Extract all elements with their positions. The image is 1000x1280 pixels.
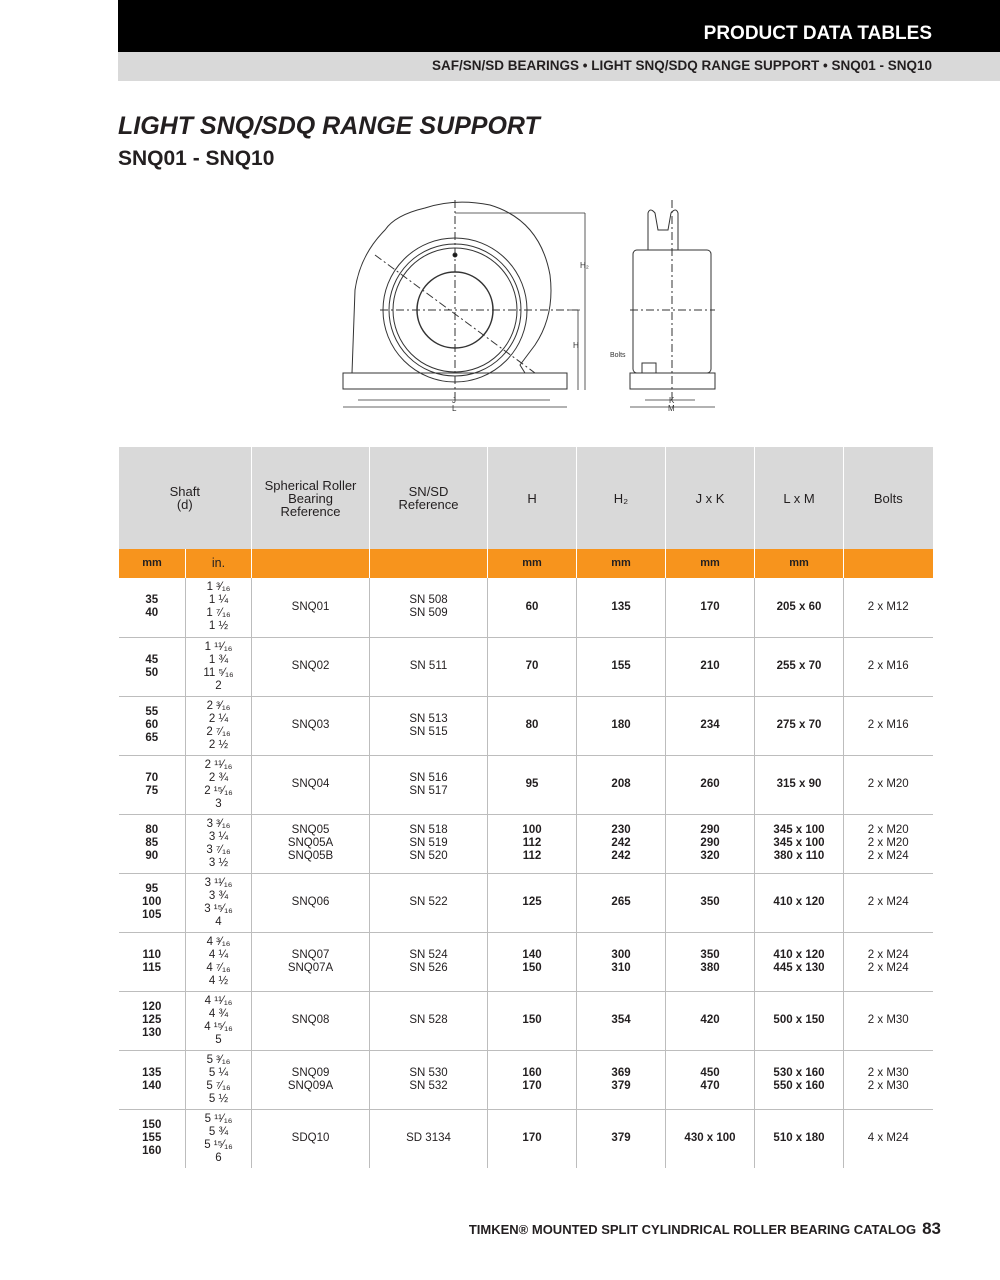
table-row [119,578,933,637]
cell-mm: 120 125 130 [142,1001,162,1039]
cell-h2: 369 379 [577,1050,666,1109]
cell-in: 2 ³⁄₁₆ 2 ¼ 2 ⁷⁄₁₆ 2 ½ [186,696,252,755]
cell-h: 170 [488,1109,577,1168]
cell-in: 2 ¹¹⁄₁₆ 2 ¾ 2 ¹⁵⁄₁₆ 3 [186,755,252,814]
cell-h2: 265 [577,873,666,932]
label-bolts: Bolts [610,352,626,359]
cell-h2: 155 [577,637,666,696]
cell-lm: 205 x 60 [755,578,844,637]
cell-sn: SN 524 SN 526 [370,932,488,991]
cell-ref: SDQ10 [252,1109,370,1168]
cell-ref: SNQ05 SNQ05A SNQ05B [252,814,370,873]
bearing-housing-drawing [330,195,730,420]
cell-bolts: 4 x M24 [844,1109,933,1168]
cell-lm: 530 x 160 550 x 160 [755,1050,844,1109]
cell-lm: 275 x 70 [755,696,844,755]
unit-header: mm [666,549,755,578]
column-header: Bolts [844,447,933,549]
table-row [119,755,933,814]
cell-in: 3 ³⁄₁₆ 3 ¼ 3 ⁷⁄₁₆ 3 ½ [186,814,252,873]
section-header: PRODUCT DATA TABLES [118,0,1000,52]
cell-lm: 255 x 70 [755,637,844,696]
label-h2: H₂ [580,261,589,270]
cell-bolts: 2 x M20 [844,755,933,814]
column-header: Shaft (d) [119,447,252,549]
cell-sn: SN 530 SN 532 [370,1050,488,1109]
column-header: H₂ [577,447,666,549]
cell-mm: 55 60 65 [145,706,159,744]
table-row [119,873,933,932]
cell-mm: 45 50 [145,653,159,679]
cell-h2: 180 [577,696,666,755]
label-k: K [669,396,675,405]
cell-h2: 379 [577,1109,666,1168]
cell-jk: 450 470 [666,1050,755,1109]
unit-header [252,549,370,578]
cell-h: 160 170 [488,1050,577,1109]
cell-lm: 315 x 90 [755,755,844,814]
cell-h: 95 [488,755,577,814]
cell-jk: 234 [666,696,755,755]
column-header: J x K [666,447,755,549]
cell-h: 70 [488,637,577,696]
cell-ref: SNQ07 SNQ07A [252,932,370,991]
dimensions-table [118,447,933,1168]
cell-h2: 300 310 [577,932,666,991]
cell-sn: SN 513 SN 515 [370,696,488,755]
cell-in: 1 ¹¹⁄₁₆ 1 ¾ 11 ⁵⁄₁₆ 2 [186,637,252,696]
cell-in: 3 ¹¹⁄₁₆ 3 ¾ 3 ¹⁵⁄₁₆ 4 [186,873,252,932]
cell-h2: 230 242 242 [577,814,666,873]
table-row [119,1109,933,1168]
cell-lm: 410 x 120 445 x 130 [755,932,844,991]
label-l: L [452,404,457,413]
unit-header [370,549,488,578]
column-header: H [488,447,577,549]
table-row [119,696,933,755]
cell-lm: 345 x 100 345 x 100 380 x 110 [755,814,844,873]
cell-jk: 420 [666,991,755,1050]
cell-ref: SNQ02 [252,637,370,696]
cell-mm: 95 100 105 [142,883,162,921]
cell-h2: 354 [577,991,666,1050]
cell-in: 1 ³⁄₁₆ 1 ¼ 1 ⁷⁄₁₆ 1 ½ [186,578,252,637]
cell-sn: SN 518 SN 519 SN 520 [370,814,488,873]
column-header: SN/SD Reference [370,447,488,549]
cell-bolts: 2 x M16 [844,696,933,755]
cell-h: 125 [488,873,577,932]
label-j: J [452,396,456,405]
table-row [119,637,933,696]
cell-in: 4 ¹¹⁄₁₆ 4 ¾ 4 ¹⁵⁄₁₆ 5 [186,991,252,1050]
side-view [610,200,715,413]
page-number: 83 [922,1219,941,1238]
cell-jk: 290 290 320 [666,814,755,873]
cell-ref: SNQ06 [252,873,370,932]
cell-h: 150 [488,991,577,1050]
page-footer [469,1219,941,1239]
front-view [343,200,589,413]
page-subtitle: SNQ01 - SNQ10 [118,147,275,170]
cell-bolts: 2 x M20 2 x M20 2 x M24 [844,814,933,873]
cell-jk: 260 [666,755,755,814]
column-header: Spherical Roller Bearing Reference [252,447,370,549]
cell-h2: 135 [577,578,666,637]
cell-bolts: 2 x M30 2 x M30 [844,1050,933,1109]
cell-jk: 210 [666,637,755,696]
unit-header: in. [186,549,252,578]
cell-in: 5 ¹¹⁄₁₆ 5 ¾ 5 ¹⁵⁄₁₆ 6 [186,1109,252,1168]
page-title: LIGHT SNQ/SDQ RANGE SUPPORT [118,112,540,140]
cell-bolts: 2 x M30 [844,991,933,1050]
table-row [119,991,933,1050]
cell-mm: 110 115 [142,948,162,974]
cell-ref: SNQ01 [252,578,370,637]
cell-jk: 350 [666,873,755,932]
cell-ref: SNQ03 [252,696,370,755]
cell-jk: 170 [666,578,755,637]
cell-h: 80 [488,696,577,755]
cell-sn: SN 516 SN 517 [370,755,488,814]
cell-mm: 80 85 90 [145,824,159,862]
cell-mm: 35 40 [145,594,159,620]
cell-jk: 430 x 100 [666,1109,755,1168]
label-h: H [573,341,579,350]
cell-h2: 208 [577,755,666,814]
unit-header [844,549,933,578]
table-row [119,932,933,991]
cell-sn: SN 528 [370,991,488,1050]
cell-sn: SN 511 [370,637,488,696]
cell-bolts: 2 x M24 [844,873,933,932]
catalog-name: TIMKEN® MOUNTED SPLIT CYLINDRICAL ROLLER BEARING CATALOG [468,1222,917,1237]
cell-mm: 70 75 [145,771,159,797]
breadcrumb: SAF/SN/SD BEARINGS • LIGHT SNQ/SDQ RANGE SUPPORT • SNQ01 - SNQ10 [118,52,1000,81]
cell-ref: SNQ09 SNQ09A [252,1050,370,1109]
cell-mm: 150 155 160 [142,1119,162,1158]
cell-h: 100 112 112 [488,814,577,873]
cell-bolts: 2 x M16 [844,637,933,696]
table-row [119,1050,933,1109]
cell-in: 5 ³⁄₁₆ 5 ¼ 5 ⁷⁄₁₆ 5 ½ [186,1050,252,1109]
cell-lm: 500 x 150 [755,991,844,1050]
cell-h: 60 [488,578,577,637]
cell-in: 4 ³⁄₁₆ 4 ¼ 4 ⁷⁄₁₆ 4 ½ [186,932,252,991]
table-row [119,814,933,873]
unit-header: mm [577,549,666,578]
cell-ref: SNQ04 [252,755,370,814]
cell-mm: 135 140 [142,1066,162,1092]
cell-sn: SD 3134 [370,1109,488,1168]
cell-lm: 510 x 180 [755,1109,844,1168]
cell-bolts: 2 x M24 2 x M24 [844,932,933,991]
unit-header: mm [119,549,186,578]
cell-sn: SN 508 SN 509 [370,578,488,637]
unit-header: mm [755,549,844,578]
cell-lm: 410 x 120 [755,873,844,932]
column-header: L x M [755,447,844,549]
cell-sn: SN 522 [370,873,488,932]
label-m: M [668,404,675,413]
cell-h: 140 150 [488,932,577,991]
cell-bolts: 2 x M12 [844,578,933,637]
cell-jk: 350 380 [666,932,755,991]
cell-ref: SNQ08 [252,991,370,1050]
unit-header: mm [488,549,577,578]
